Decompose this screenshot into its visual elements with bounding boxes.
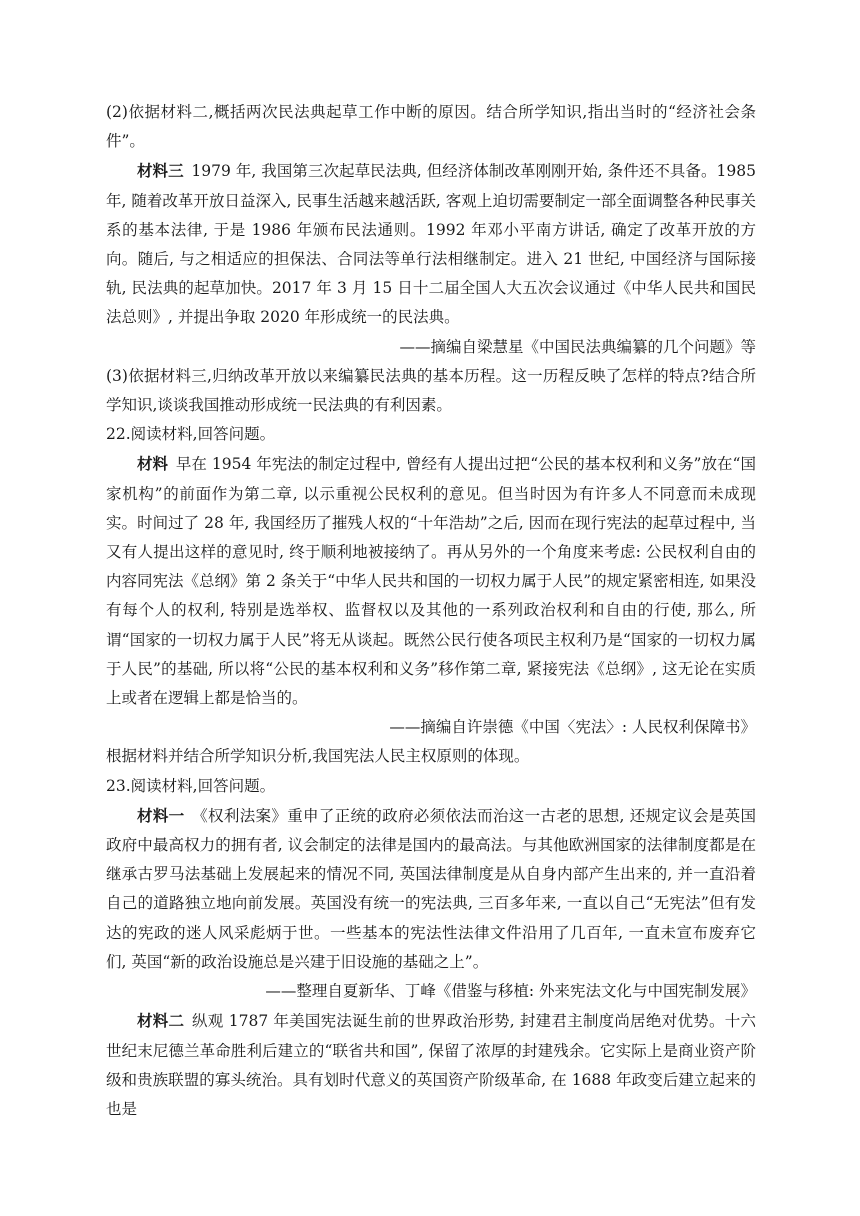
material-3-label: 材料三 <box>137 161 184 181</box>
question-23-material-1-label: 材料一 <box>137 805 185 825</box>
question-23-material-2 <box>106 1006 756 1124</box>
question-23-heading: 23.阅读材料,回答问题。 <box>106 776 276 795</box>
material-3-paragraph <box>106 156 756 332</box>
question-22-material <box>106 449 756 713</box>
question-21-part-3: (3)依据材料三,归纳改革开放以来编纂民法典的基本历程。这一历程反映了怎样的特点?结合所学知识,谈谈我国推动形成统一民法典的有利因素。 <box>106 366 756 415</box>
question-22-material-text: 早在 1954 年宪法的制定过程中, 曾经有人提出过把“公民的基本权利和义务”放在“国家机构”的前面作为第二章, 以示重视公民权利的意见。但当时因为有许多人不同意而未成现实。时间过了 28 年, 我国经历了摧残人权的“十年浩劫”之后, 因而在现行宪法的起草过程中, 当又有人提出这样的意见时, 终于顺利地被接纳了。再从另外的一个角度来考虑: 公民权利自由的内容同宪法《总纲》第 2 条关于“中华人民共和国的一切权力属于人民”的规定紧密相连, 如果没有每个人的权利, 特别是选举权、监督权以及其他的一系列政治权利和自由的行使, 那么, 所谓“国家的一切权力属于人民”将无从谈起。既然公民行使各项民主权利乃是“国家的一切权力属于人民”的基础, 所以将“公民的基本权利和义务”移作第二章, 紧接宪法《总纲》, 这无论在实质上或者在逻辑上都是恰当的。 <box>106 455 756 708</box>
question-23-material-1-source: ——整理自夏新华、丁峰《借鉴与移植: 外来宪法文化与中国宪制发展》 <box>265 982 756 1001</box>
question-21-part-2: (2)依据材料二,概括两次民法典起草工作中断的原因。结合所学知识,指出当时的“经济社会条件”。 <box>106 103 756 151</box>
question-23-material-1 <box>106 801 756 977</box>
question-23-material-2-label: 材料二 <box>137 1011 185 1031</box>
material-3-text: 1979 年, 我国第三次起草民法典, 但经济体制改革刚刚开始, 条件还不具备。1985 年, 随着改革开放日益深入, 民事生活越来越活跃, 客观上迫切需要制定一部全面调整各种民事关系的基本法律, 于是 1986 年颁布民法通则。1992 年邓小平南方讲话, 确定了改革开放的方向。随后, 与之相适应的担保法、合同法等单行法相继制定。进入 21 世纪, 中国经济与国际接轨, 民法典的起草加快。2017 年 3 月 15 日十二届全国人大五次会议通过《中华人民共和国民法总则》, 并提出争取 2020 年形成统一的民法典。 <box>106 162 756 327</box>
question-22-source: ——摘编自许崇德《中国〈宪法〉: 人民权利保障书》 <box>389 718 756 737</box>
question-23-material-2-text: 纵观 1787 年美国宪法诞生前的世界政治形势, 封建君主制度尚居绝对优势。十六世纪末尼德兰革命胜利后建立的“联省共和国”, 保留了浓厚的封建残余。它实际上是商业资产阶级和贵族联盟的寡头统治。具有划时代意义的英国资产阶级革命, 在 1688 年政变后建立起来的也是 <box>106 1012 756 1118</box>
document-page <box>106 98 756 1124</box>
question-22-prompt: 根据材料并结合所学知识分析,我国宪法人民主权原则的体现。 <box>106 747 530 766</box>
question-22-heading: 22.阅读材料,回答问题。 <box>106 425 276 444</box>
material-3-source: ——摘编自梁慧星《中国民法典编纂的几个问题》等 <box>399 337 756 356</box>
question-22-material-label: 材料 <box>137 454 169 474</box>
question-23-material-1-text: 《权利法案》重申了正统的政府必须依法而治这一古老的思想, 还规定议会是英国政府中最高权力的拥有者, 议会制定的法律是国内的最高法。与其他欧洲国家的法律制度都是在继承古罗马法基础上发展起来的情况不同, 英国法律制度是从自身内部产生出来的, 并一直沿着自己的道路独立地向前发展。英国没有统一的宪法典, 三百多年来, 一直以自己“无宪法”但有发达的宪政的迷人风采彪炳于世。一些基本的宪法性法律文件沿用了几百年, 一直未宣布废弃它们, 英国“新的政治设施总是兴建于旧设施的基础之上”。 <box>106 806 756 971</box>
